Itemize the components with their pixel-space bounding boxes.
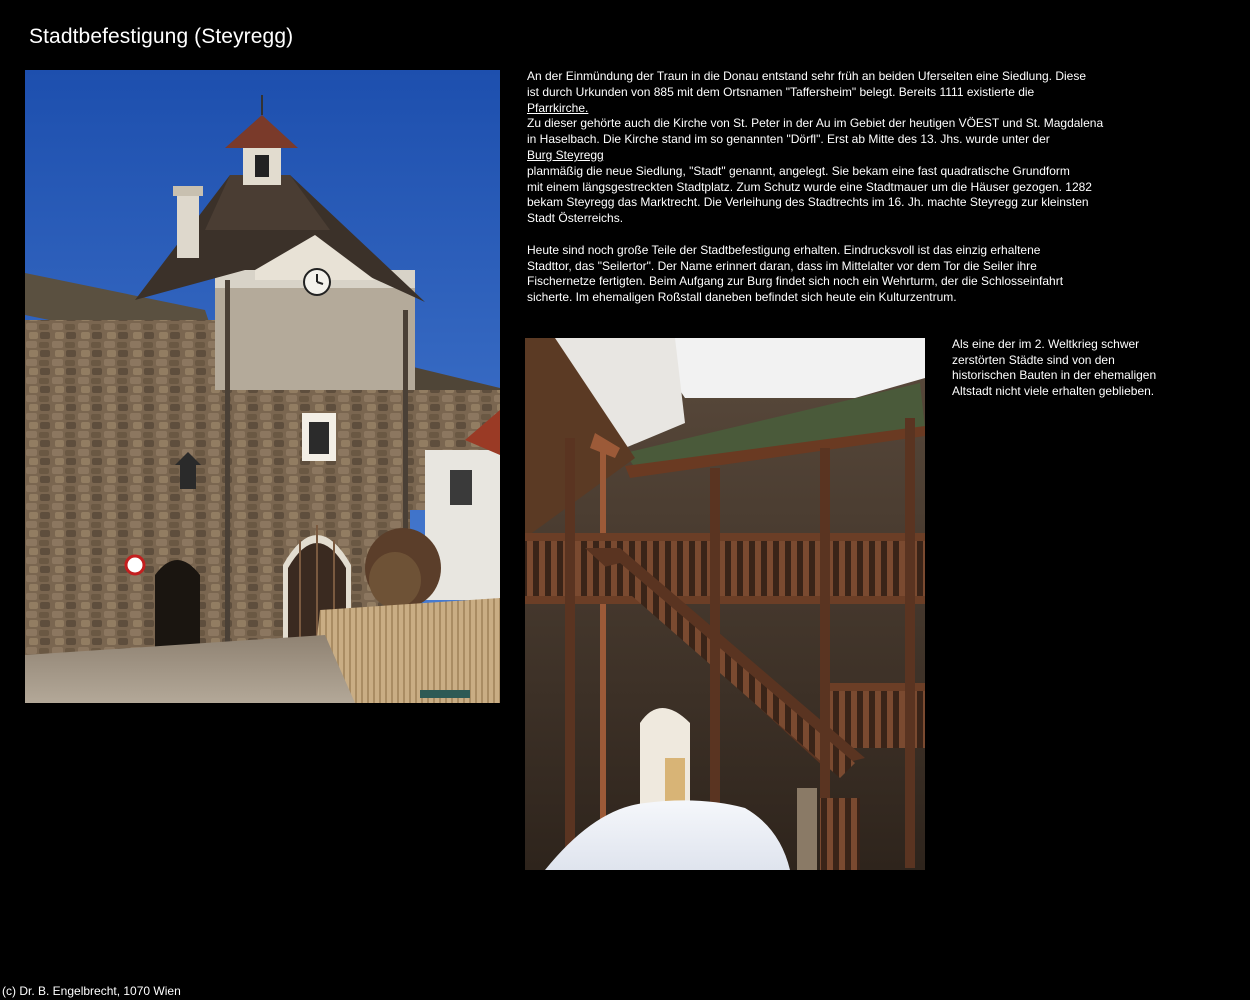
courtyard-gallery-photo[interactable] xyxy=(525,338,925,870)
intro-line: An der Einmündung der Traun in die Donau entstand sehr früh an beiden Uferseiten eine Siedlung. Diese xyxy=(527,69,1087,83)
intro-line: Stadt Österreichs. xyxy=(527,211,624,226)
side-note-line: Altstadt nicht viele erhalten geblieben. xyxy=(952,383,1155,398)
side-note-line: Als eine der im 2. Weltkrieg schwer xyxy=(952,337,1140,351)
side-note-line: historischen Bauten in der ehemaligen xyxy=(952,368,1157,383)
intro-line: planmäßig die neue Siedlung, "Stadt" genannt, angelegt. Sie bekam eine fast quadratische Grundform xyxy=(527,163,1070,178)
pfarrkirche-link[interactable]: Pfarrkirche. xyxy=(527,100,589,115)
intro-line: in Haselbach. Die Kirche stand im so genannten "Dörfl". Erst ab Mitte des 13. Jhs. wurde unter der xyxy=(527,132,1050,147)
side-note-line: zerstörten Städte sind von den xyxy=(952,352,1115,367)
intro-line: Heute sind noch große Teile der Stadtbefestigung erhalten. Eindrucksvoll ist das einzig erhaltene xyxy=(527,242,1041,257)
copyright-notice: (c) Dr. B. Engelbrecht, 1070 Wien xyxy=(2,984,181,998)
intro-line: Zu dieser gehörte auch die Kirche von St. Peter in der Au im Gebiet der heutigen VÖEST und St. Magdalena xyxy=(527,116,1104,131)
side-note xyxy=(952,337,1192,399)
page-title: Stadtbefestigung (Steyregg) xyxy=(29,25,294,48)
intro-line: mit einem längsgestreckten Stadtplatz. Zum Schutz wurde eine Stadtmauer um die Häuser gezogen. 1282 xyxy=(527,179,1092,194)
gate-tower-photo[interactable] xyxy=(25,70,500,703)
intro-line: bekam Steyregg das Marktrecht. Die Verleihung des Stadtrechts im 16. Jh. machte Steyregg zur kleinsten xyxy=(527,195,1089,210)
intro-line: Stadttor, das "Seilertor". Der Name erinnert daran, dass im Mittelalter vor dem Tor die Seiler ihre xyxy=(527,258,1037,273)
intro-line: sicherte. Im ehemaligen Roßstall daneben befindet sich heute ein Kulturzentrum. xyxy=(527,290,957,305)
intro-line: ist durch Urkunden von 885 mit dem Ortsnamen "Taffersheim" belegt. Bereits 1111 existierte die xyxy=(527,84,1035,99)
intro-text xyxy=(527,69,1127,306)
intro-line: Fischernetze fertigten. Beim Aufgang zur Burg findet sich noch ein Wehrturm, der die Schlosseinfahrt xyxy=(527,274,1064,289)
burg-steyregg-link[interactable]: Burg Steyregg xyxy=(527,147,604,162)
